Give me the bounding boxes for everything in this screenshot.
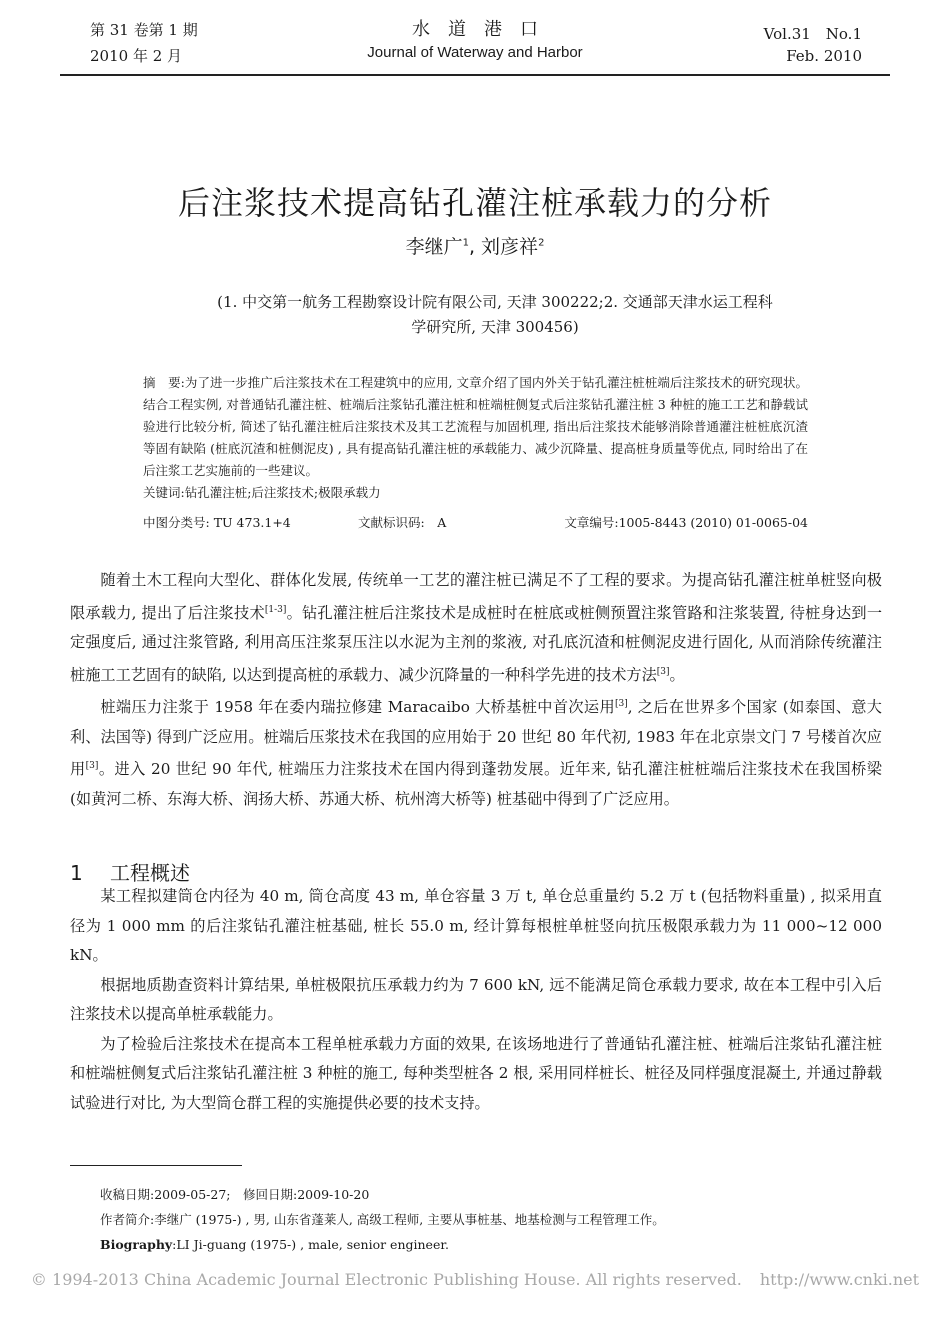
article-number-value: 1005-8443 (2010) 01-0065-04	[618, 515, 808, 530]
author-bio-en	[100, 1232, 860, 1257]
affiliation-marker: 1	[462, 237, 469, 249]
author-bio-cn: 作者简介:李继广 (1975-) , 男, 山东省蓬莱人, 高级工程师, 主要从事桩基、地基检测与工程管理工作。	[100, 1212, 665, 1227]
paragraph: 某工程拟建筒仓内径为 40 m, 筒仓高度 43 m, 单仓容量 3 万 t, 单仓总重量约 5.2 万 t (包括物料重量) , 拟采用直径为 1 000 mm 的后注浆钻孔灌注桩基础, 桩长 55.0 m, 经计算每根桩单桩竖向抗压极限承载力为 11 000~12 000 kN。	[70, 887, 882, 964]
header-rule	[60, 74, 890, 76]
introduction	[70, 566, 882, 814]
text-run: 。进入 20 世纪 90 年代, 桩端压力注浆技术在国内得到蓬勃发展。近年来, 钻孔灌注桩桩端后注浆技术在我国桥梁 (如黄河二桥、东海大桥、润扬大桥、苏通大桥、杭州湾大桥等) 桩基础中得到了广泛应用。	[70, 760, 882, 808]
received-date: 收稿日期:2009-05-27; 修回日期:2009-10-20	[100, 1187, 370, 1202]
paragraph: 根据地质勘查资料计算结果, 单桩极限抗压承载力约为 7 600 kN, 远不能满足筒仓承载力要求, 故在本工程中引入后注浆技术以提高单桩承载能力。	[70, 975, 882, 1023]
biography-text: :LI Ji-guang (1975-) , male, senior engineer.	[172, 1237, 449, 1252]
section-body	[70, 882, 882, 1118]
copyright-text: © 1994-2013 China Academic Journal Electronic Publishing House. All rights reserved.	[30, 1270, 742, 1289]
citation: [3]	[656, 666, 670, 677]
text-run: 桩端压力注浆于 1958 年在委内瑞拉修建 Maracaibo 大桥基桩中首次运用	[100, 698, 615, 717]
text-run: 。	[669, 665, 685, 684]
section-title: 工程概述	[110, 861, 190, 885]
abstract-text: 为了进一步推广后注浆技术在工程建筑中的应用, 文章介绍了国内外关于钻孔灌注桩桩端后注浆技术的研究现状。结合工程实例, 对普通钻孔灌注桩、桩端后注浆钻孔灌注桩和桩端桩侧复式后注浆钻孔灌注桩 3 种桩的施工工艺和静载试验进行比较分析, 简述了钻孔灌注桩后注浆技术及其工艺流程与加固机理, 指出后注浆技术能够消除普通灌注桩桩底沉渣等固有缺陷 (桩底沉渣和桩侧泥皮) , 具有提高钻孔灌注桩的承载能力、减少沉降量、提高桩身质量等优点, 同时给出了在后注浆工艺实施前的一些建议。	[143, 375, 808, 478]
cnki-link[interactable]: http://www.cnki.net	[759, 1270, 920, 1289]
article-number	[564, 512, 808, 534]
date-en: Feb. 2010	[786, 47, 862, 65]
article-title: 后注浆技术提高钻孔灌注桩承载力的分析	[177, 184, 772, 222]
document-code	[358, 512, 446, 534]
text-run: , 之后在世界多个国家 (如泰国、意大利、法国等) 得到广泛应用。桩端后压浆技术在我国的应用始于 20 世纪 80 年代初, 1983 年在北京崇文门 7 号楼首次应用	[70, 698, 882, 779]
author-name: 李继广	[405, 236, 463, 258]
paragraph	[70, 566, 882, 690]
journal-issue-en	[700, 24, 862, 66]
article-number-label: 文章编号:	[564, 515, 619, 530]
affiliation-line: 学研究所, 天津 300456)	[411, 318, 579, 336]
journal-name-en: Journal of Waterway and Harbor	[367, 44, 583, 61]
affiliations	[170, 290, 820, 340]
abstract-label: 摘 要:	[143, 375, 185, 390]
author-separator: ,	[468, 236, 482, 258]
document-code-label: 文献标识码:	[358, 515, 425, 530]
clc-label: 中图分类号:	[143, 515, 210, 530]
affiliation-line: (1. 中交第一航务工程勘察设计院有限公司, 天津 300222;2. 交通部天津水运工程科	[217, 293, 773, 311]
citation: [3]	[614, 699, 628, 710]
abstract	[143, 372, 808, 504]
date-cn: 2010 年 2 月	[90, 47, 183, 65]
volume-issue-cn: 第 31 卷第 1 期	[90, 21, 198, 39]
footnotes	[100, 1182, 860, 1257]
paragraph	[70, 690, 882, 814]
text-run: 。钻孔灌注桩后注浆技术是成桩时在桩底或桩侧预置注浆管路和注浆装置, 待桩身达到一定强度后, 通过注浆管路, 利用高压注浆泵压注以水泥为主剂的浆液, 对孔底沉渣和桩侧泥皮进行固化, 从而消除传统灌注桩施工工艺固有的缺陷, 以达到提高桩的承载力、减少沉降量的一种科学先进的技术方法	[70, 603, 883, 684]
affiliation-marker: 2	[538, 237, 545, 249]
section-number: 1	[70, 861, 83, 885]
keywords	[143, 482, 808, 504]
keywords-text: 钻孔灌注桩;后注浆技术;极限承载力	[184, 485, 381, 500]
citation: [3]	[85, 761, 99, 772]
citation: [1-3]	[264, 604, 287, 615]
journal-name-cn: 水 道 港 口	[412, 19, 538, 40]
keywords-label: 关键词:	[143, 485, 185, 500]
authors	[0, 232, 950, 259]
footnote-rule	[70, 1165, 242, 1166]
document-code-value: A	[437, 515, 447, 530]
paragraph: 为了检验后注浆技术在提高本工程单桩承载力方面的效果, 在该场地进行了普通钻孔灌注桩、桩端后注浆钻孔灌注桩和桩端桩侧复式后注浆钻孔灌注桩 3 种桩的施工, 每种类型桩各 2 根, 采用同样桩长、桩径及同样强度混凝土, 并通过静载试验进行对比, 为大型筒仓群工程的实施提供必要的技术支持。	[70, 1034, 882, 1112]
author-name: 刘彦祥	[481, 236, 539, 258]
text-run: 随着土木工程向大型化、群体化发展, 传统单一工艺的灌注桩已满足不了工程的要求。为提高钻孔灌注桩单桩竖向极限承载力, 提出了后注浆技术	[70, 571, 882, 622]
copyright-notice	[0, 1270, 950, 1289]
volume-issue-en: Vol.31 No.1	[763, 25, 862, 43]
clc-number	[143, 512, 291, 534]
clc-value: TU 473.1+4	[213, 515, 291, 530]
biography-label: Biography	[100, 1237, 173, 1252]
